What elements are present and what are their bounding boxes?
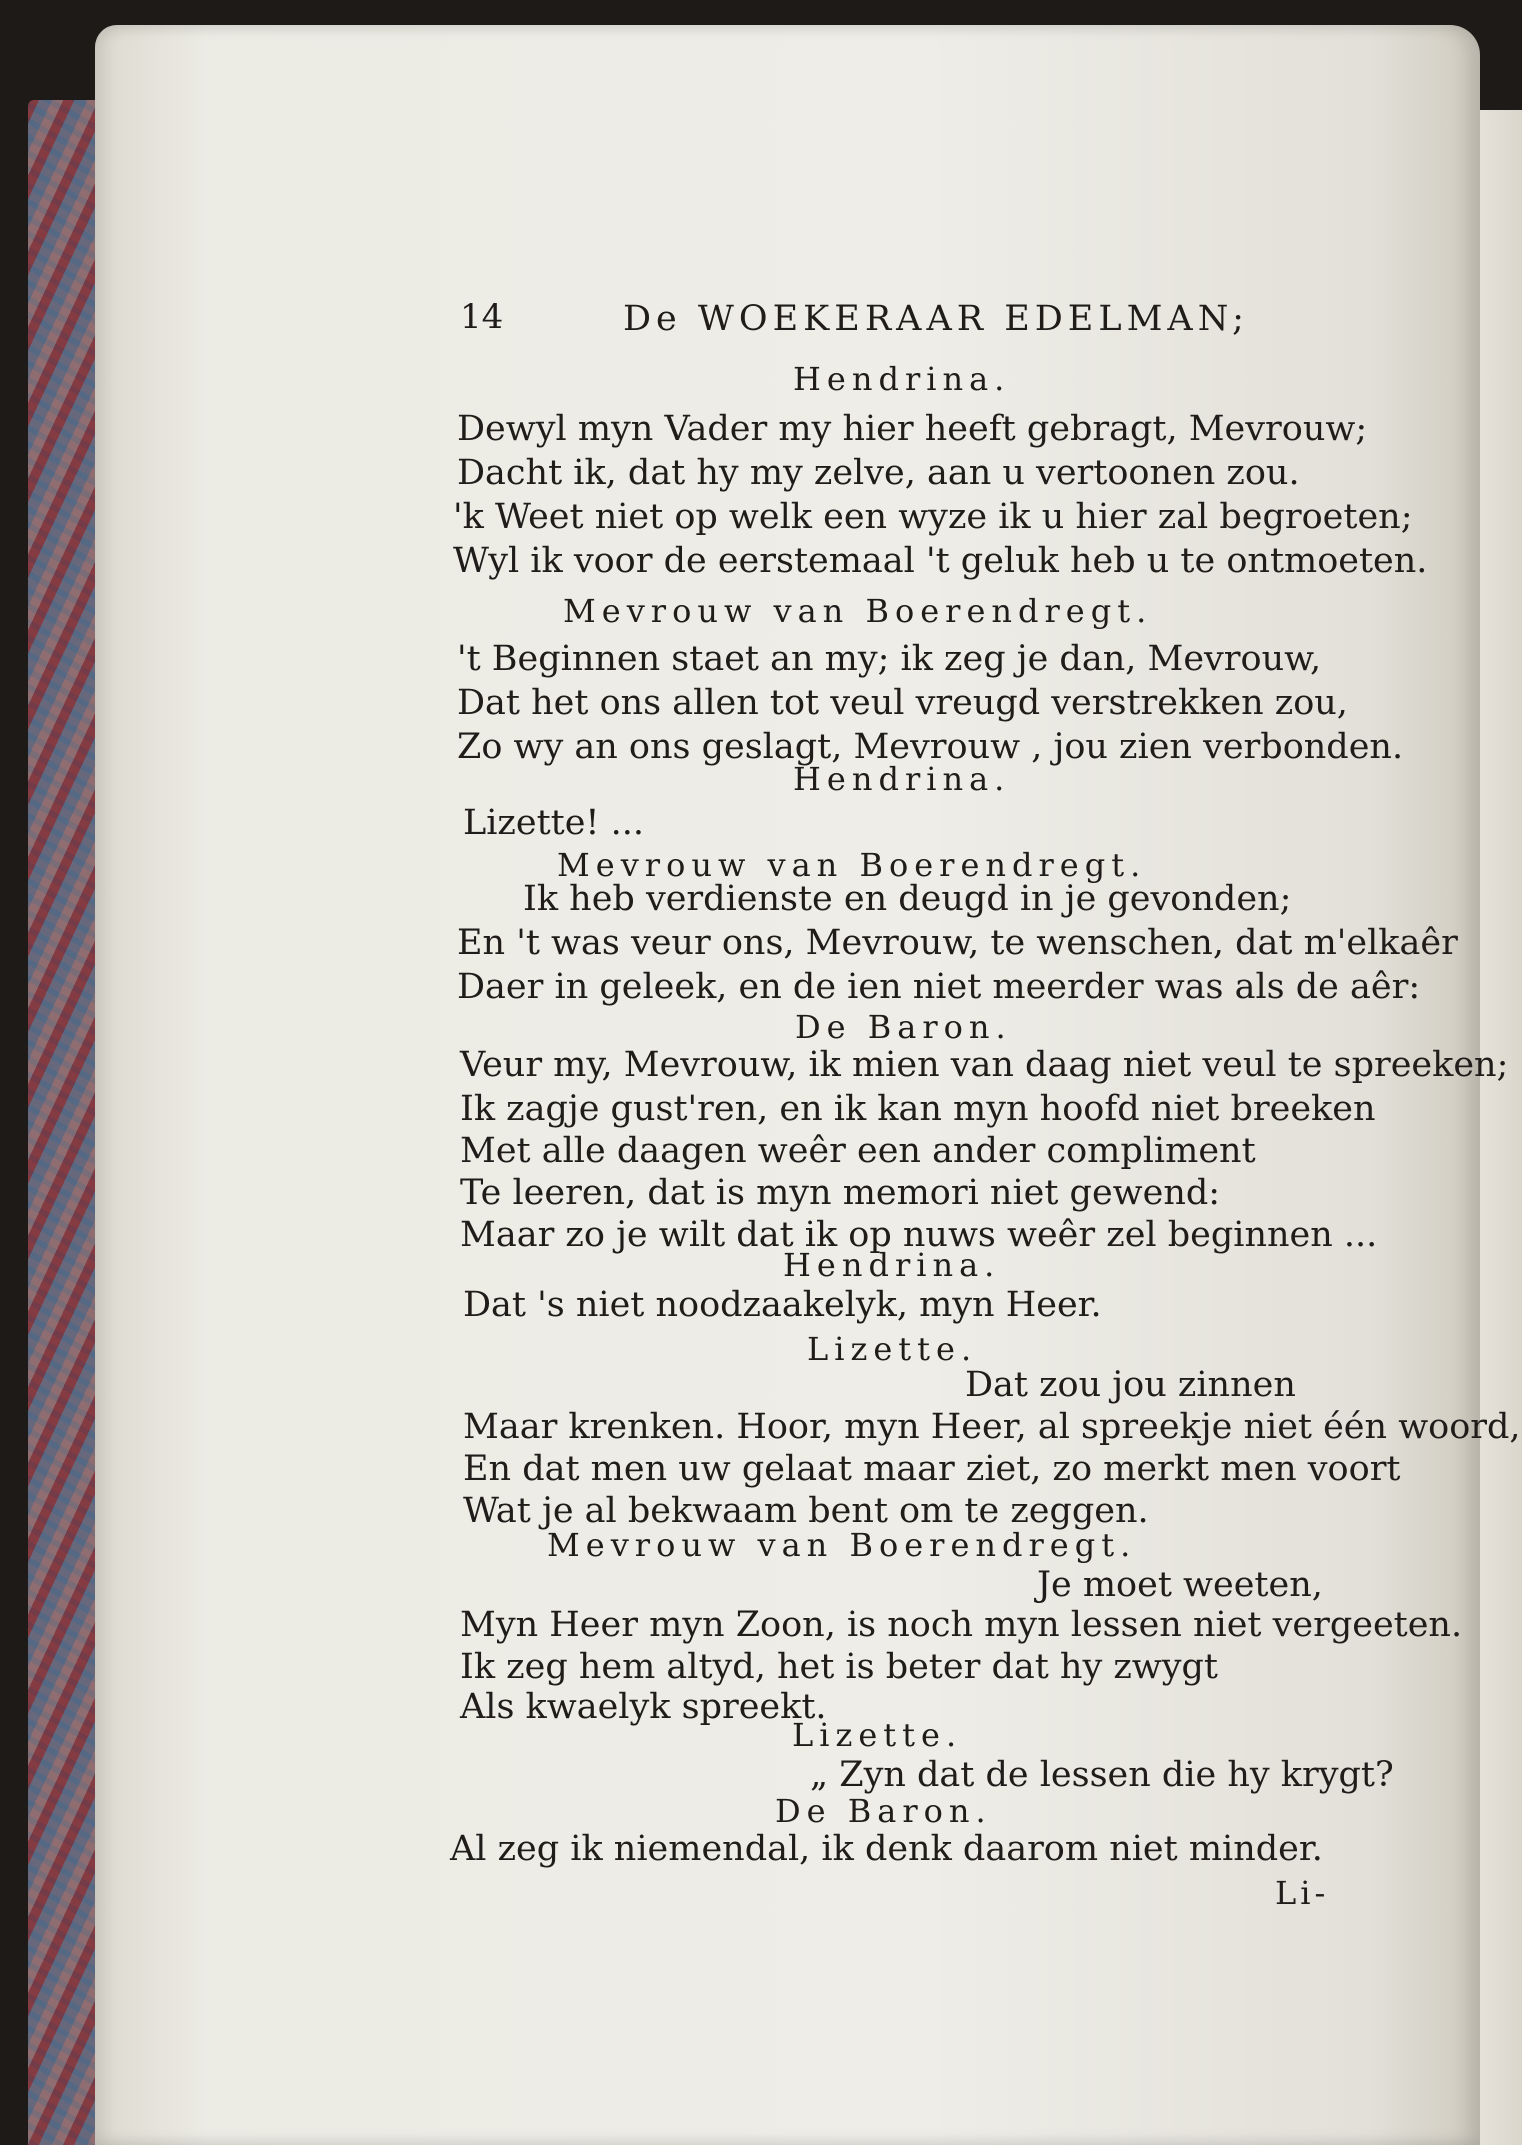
page-number: 14 xyxy=(460,297,504,337)
verse-line: Dewyl myn Vader my hier heeft gebragt, Mevrouw; xyxy=(457,409,1368,449)
verse-line: Zo wy an ons geslagt, Mevrouw , jou zien verbonden. xyxy=(457,727,1404,767)
speaker-heading: Hendrina. xyxy=(793,760,1011,798)
speaker-heading: Mevrouw van Boerendregt. xyxy=(547,1526,1137,1564)
running-title: De WOEKERAAR EDELMAN; xyxy=(623,299,1249,339)
verse-line: Dacht ik, dat hy my zelve, aan u vertoonen zou. xyxy=(457,453,1300,493)
verse-line: Wat je al bekwaam bent om te zeggen. xyxy=(463,1491,1149,1531)
verse-line: 't Beginnen staet an my; ik zeg je dan, Mevrouw, xyxy=(457,639,1322,679)
verse-line: Wyl ik voor de eerstemaal 't geluk heb u te ontmoeten. xyxy=(453,541,1428,581)
verse-line: Veur my, Mevrouw, ik mien van daag niet veul te spreeken; xyxy=(460,1045,1509,1085)
verse-line: En 't was veur ons, Mevrouw, te wenschen, dat m'elkaêr xyxy=(457,923,1458,963)
verse-line: En dat men uw gelaat maar ziet, zo merkt men voort xyxy=(463,1449,1401,1489)
verse-line: 'k Weet niet op welk een wyze ik u hier zal begroeten; xyxy=(453,497,1413,537)
verse-line: Te leeren, dat is myn memori niet gewend: xyxy=(460,1173,1221,1213)
speaker-heading: Hendrina. xyxy=(783,1246,1001,1284)
verse-line: Met alle daagen weêr een ander compliment xyxy=(460,1131,1256,1171)
verse-line: Als kwaelyk spreekt. xyxy=(460,1687,827,1727)
verse-line: Ik zagje gust'ren, en ik kan myn hoofd niet breeken xyxy=(460,1089,1376,1129)
verse-line: „ Zyn dat de lessen die hy krygt? xyxy=(810,1755,1394,1795)
speaker-heading: Lizette. xyxy=(807,1330,978,1368)
verse-line: Al zeg ik niemendal, ik denk daarom niet minder. xyxy=(450,1829,1323,1869)
speaker-heading: De Baron. xyxy=(775,1792,992,1830)
verse-line: Daer in geleek, en de ien niet meerder was als de aêr: xyxy=(457,967,1421,1007)
book-page xyxy=(95,25,1521,2145)
verse-line: Dat het ons allen tot veul vreugd verstrekken zou, xyxy=(457,683,1348,723)
verse-line: Lizette! ... xyxy=(463,803,644,843)
verse-line: Ik heb verdienste en deugd in je gevonden; xyxy=(523,879,1292,919)
verse-line: Myn Heer myn Zoon, is noch myn lessen niet vergeeten. xyxy=(460,1605,1463,1645)
catchword: Li- xyxy=(1275,1874,1330,1912)
speaker-heading: Mevrouw van Boerendregt. xyxy=(563,592,1153,630)
verse-line: Dat 's niet noodzaakelyk, myn Heer. xyxy=(463,1285,1102,1325)
verse-line: Maar krenken. Hoor, myn Heer, al spreekje niet één woord, xyxy=(463,1407,1521,1447)
speaker-heading: Lizette. xyxy=(792,1716,963,1754)
verse-line: Je moet weeten, xyxy=(1037,1565,1323,1605)
verse-line: Maar zo je wilt dat ik op nuws weêr zel beginnen ... xyxy=(460,1215,1378,1255)
speaker-heading: Hendrina. xyxy=(793,360,1011,398)
speaker-heading: De Baron. xyxy=(795,1008,1012,1046)
verse-line: Dat zou jou zinnen xyxy=(965,1365,1296,1405)
verse-line: Ik zeg hem altyd, het is beter dat hy zwygt xyxy=(460,1647,1218,1687)
speaker-heading: Mevrouw van Boerendregt. xyxy=(557,846,1147,884)
